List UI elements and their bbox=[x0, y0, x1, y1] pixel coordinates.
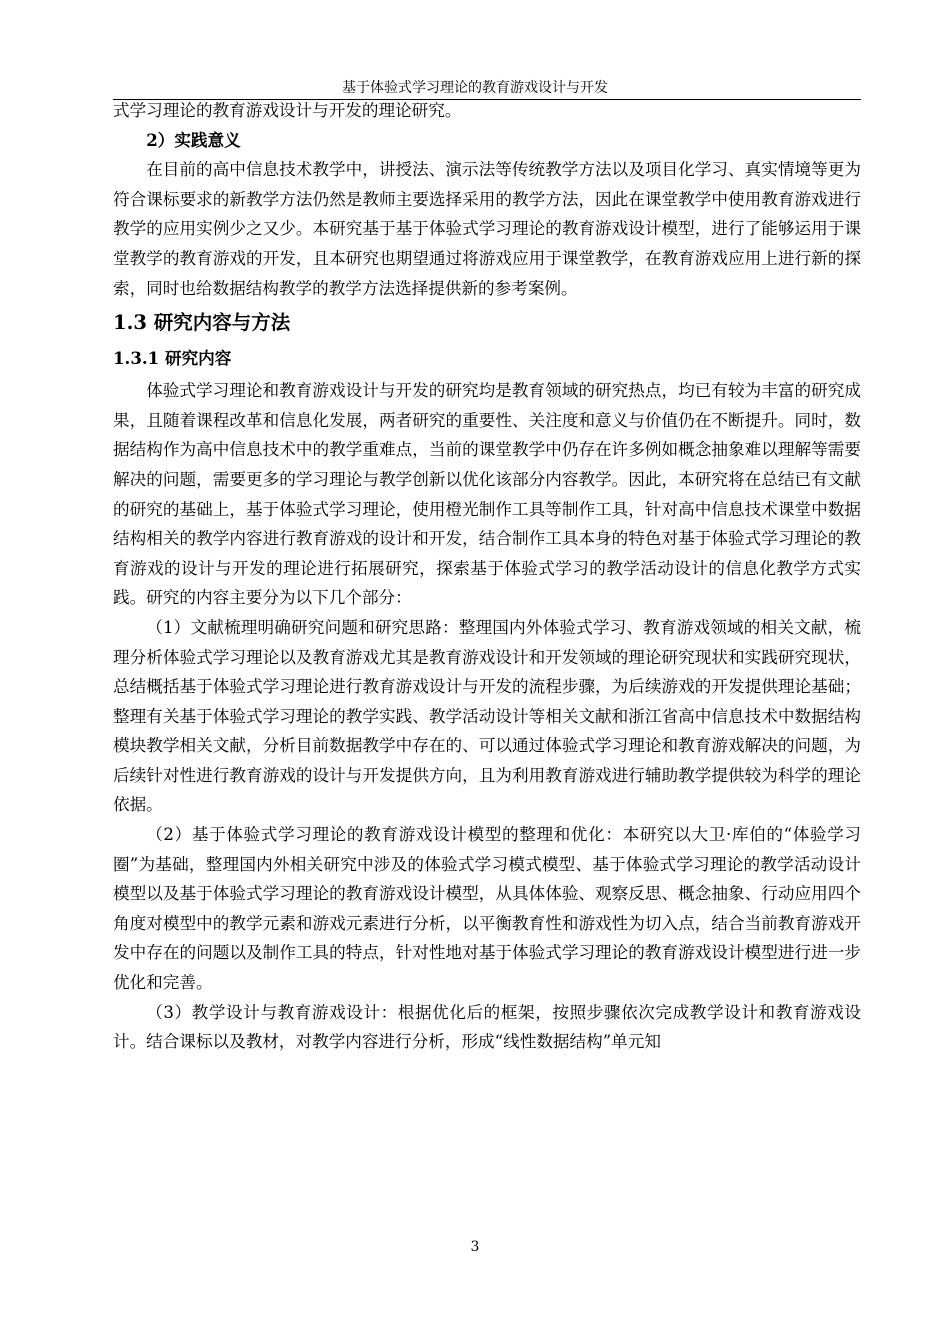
page-number: 3 bbox=[470, 1239, 480, 1255]
practice-heading: 2）实践意义 bbox=[146, 129, 241, 150]
continuation-text: 式学习理论的教育游戏设计与开发的理论研究。 bbox=[113, 101, 462, 120]
research-item-1: （1）文献梳理明确研究问题和研究思路：整理国内外体验式学习、教育游戏领域的相关文献，梳理分析体验式学习理论以及教育游戏尤其是教育游戏设计和开发领域的理论研究现状和实践研究现状，总结概括基于体验式学习理论进行教育游戏设计与开发的流程步骤，为后续游戏的开发提供理论基础；整理有关基于体验式学习理论的教学实践、教学活动设计等相关文献和浙江省高中信息技术中数据结构模块教学相关文献，分析目前数据教学中存在的、可以通过体验式学习理论和教育游戏解决的问题，为后续针对性进行教育游戏的设计与开发提供方向，且为利用教育游戏进行辅助教学提供较为科学的理论依据。 bbox=[113, 617, 861, 815]
section-heading: 1.3 研究内容与方法 bbox=[113, 311, 291, 335]
practice-paragraph: 在目前的高中信息技术教学中，讲授法、演示法等传统教学方法以及项目化学习、真实情境等更为符合课标要求的新教学方法仍然是教师主要选择采用的教学方法，因此在课堂教学中使用教育游戏进行教学的应用实例少之又少。本研究基于基于体验式学习理论的教育游戏设计模型，进行了能够运用于课堂教学的教育游戏的开发，且本研究也期望通过将游戏应用于课堂教学，在教育游戏应用上进行新的探索，同时也给数据结构教学的教学方法选择提供新的参考案例。 bbox=[113, 160, 861, 298]
subsection-heading: 1.3.1 研究内容 bbox=[113, 348, 232, 369]
running-header: 基于体验式学习理论的教育游戏设计与开发 bbox=[342, 80, 608, 96]
research-item-2: （2）基于体验式学习理论的教育游戏设计模型的整理和优化：本研究以大卫·库伯的“体验学习圈”为基础，整理国内外相关研究中涉及的体验式学习模式模型、基于体验式学习理论的教学活动设计模型以及基于体验式学习理论的教育游戏设计模型，从具体体验、观察反思、概念抽象、行动应用四个角度对模型中的教学元素和游戏元素进行分析，以平衡教育性和游戏性为切入点，结合当前教育游戏开发中存在的问题以及制作工具的特点，针对性地对基于体验式学习理论的教育游戏设计模型进行进一步优化和完善。 bbox=[113, 825, 861, 993]
page-body bbox=[113, 96, 861, 1057]
research-item-3: （3）教学设计与教育游戏设计：根据优化后的框架，按照步骤依次完成教学设计和教育游戏设计。结合课标以及教材，对教学内容进行分析，形成“线性数据结构”单元知 bbox=[113, 1002, 861, 1052]
intro-paragraph: 体验式学习理论和教育游戏设计与开发的研究均是教育领域的研究热点，均已有较为丰富的研究成果，且随着课程改革和信息化发展，两者研究的重要性、关注度和意义与价值仍在不断提升。同时，数据结构作为高中信息技术中的教学重难点，当前的课堂教学中仍存在许多例如概念抽象难以理解等需要解决的问题，需要更多的学习理论与教学创新以优化该部分内容教学。因此，本研究将在总结已有文献的研究的基础上，基于体验式学习理论，使用橙光制作工具等制作工具，针对高中信息技术课堂中数据结构相关的教学内容进行教育游戏的设计和开发，结合制作工具本身的特色对基于体验式学习理论的教育游戏的设计与开发的理论进行拓展研究，探索基于体验式学习的教学活动设计的信息化教学方式实践。研究的内容主要分为以下几个部分： bbox=[113, 381, 861, 608]
